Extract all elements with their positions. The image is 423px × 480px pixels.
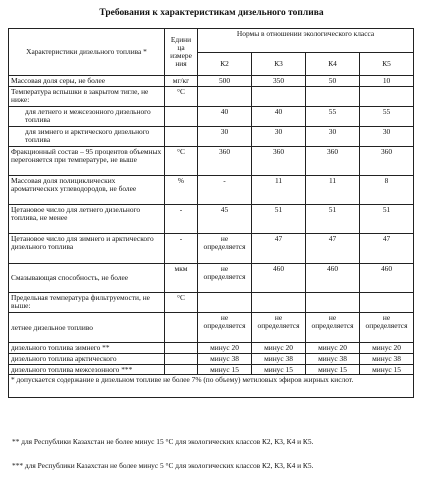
row-value-k3: 51	[252, 205, 306, 234]
requirements-table	[8, 28, 414, 398]
row-value-k3: минус 20	[252, 343, 306, 354]
row-value-k2: минус 15	[198, 364, 252, 375]
table-row	[9, 127, 414, 147]
row-value-k5: не определяется	[360, 313, 414, 343]
row-value-k4: минус 20	[306, 343, 360, 354]
row-value-k2: 360	[198, 147, 252, 176]
row-label: для летнего и межсезонного дизельного топлива	[9, 107, 165, 127]
row-value-k2: не определяется	[198, 264, 252, 293]
row-value-k5: минус 15	[360, 364, 414, 375]
table-row	[9, 313, 414, 343]
row-value-k4	[306, 293, 360, 313]
table-row	[9, 293, 414, 313]
row-value-k2: минус 38	[198, 353, 252, 364]
row-unit	[165, 107, 198, 127]
header-class-k5: К5	[360, 52, 414, 76]
row-value-k3: 350	[252, 76, 306, 87]
row-value-k5: 55	[360, 107, 414, 127]
row-label: дизельного топлива зимнего **	[9, 343, 165, 354]
row-value-k2: 30	[198, 127, 252, 147]
row-unit	[165, 364, 198, 375]
row-value-k5: 30	[360, 127, 414, 147]
table-row	[9, 76, 414, 87]
row-label: Массовая доля серы, не более	[9, 76, 165, 87]
row-value-k3: минус 38	[252, 353, 306, 364]
row-unit	[165, 343, 198, 354]
row-value-k3: 11	[252, 176, 306, 205]
row-value-k3: 360	[252, 147, 306, 176]
row-unit: °C	[165, 147, 198, 176]
row-value-k2: 500	[198, 76, 252, 87]
row-value-k5: 51	[360, 205, 414, 234]
row-value-k4: 460	[306, 264, 360, 293]
header-unit: Едини ца измере ния	[165, 29, 198, 76]
row-value-k5	[360, 293, 414, 313]
page-title: Требования к характеристикам дизельного топлива	[99, 8, 324, 18]
table-row	[9, 343, 414, 354]
row-unit	[165, 313, 198, 343]
footnote-row	[9, 375, 414, 398]
row-value-k5: 47	[360, 234, 414, 264]
table-row	[9, 87, 414, 107]
table-row	[9, 353, 414, 364]
row-value-k2: минус 20	[198, 343, 252, 354]
row-value-k4: 51	[306, 205, 360, 234]
row-value-k3: минус 15	[252, 364, 306, 375]
row-value-k5: минус 38	[360, 353, 414, 364]
header-class-k3: К3	[252, 52, 306, 76]
row-unit: °C	[165, 87, 198, 107]
row-value-k2: 40	[198, 107, 252, 127]
row-value-k2	[198, 87, 252, 107]
row-label: для зимнего и арктического дизельного топлива	[9, 127, 165, 147]
row-value-k2: не определяется	[198, 234, 252, 264]
row-value-k4: минус 15	[306, 364, 360, 375]
row-label: Цетановое число для летнего дизельного топлива, не менее	[9, 205, 165, 234]
table-row	[9, 364, 414, 375]
row-value-k3: 40	[252, 107, 306, 127]
header-row	[9, 29, 414, 53]
table-row	[9, 234, 414, 264]
row-value-k5: 360	[360, 147, 414, 176]
table-row	[9, 107, 414, 127]
row-value-k3: 460	[252, 264, 306, 293]
row-label: Фракционный состав – 95 процентов объемных перегоняется при температуре, не выше	[9, 147, 165, 176]
row-value-k3	[252, 87, 306, 107]
row-unit	[165, 127, 198, 147]
row-unit: -	[165, 234, 198, 264]
row-unit	[165, 353, 198, 364]
row-value-k4: 360	[306, 147, 360, 176]
row-unit: -	[165, 205, 198, 234]
row-label: Смазывающая способность, не более	[9, 264, 165, 293]
table-row	[9, 147, 414, 176]
row-value-k5: 10	[360, 76, 414, 87]
table-row	[9, 205, 414, 234]
header-class-k2: К2	[198, 52, 252, 76]
row-value-k2	[198, 293, 252, 313]
row-value-k4: 11	[306, 176, 360, 205]
row-label: дизельного топлива межсезонного ***	[9, 364, 165, 375]
row-value-k4: 30	[306, 127, 360, 147]
table-footnote: * допускается содержание в дизельном топливе не более 7% (по объему) метиловых эфиров жирных кислот.	[9, 375, 414, 398]
header-norms: Нормы в отношении экологического класса	[198, 29, 414, 53]
row-value-k3: не определяется	[252, 313, 306, 343]
row-value-k4: минус 38	[306, 353, 360, 364]
row-value-k5	[360, 87, 414, 107]
row-value-k3	[252, 293, 306, 313]
row-unit: мг/кг	[165, 76, 198, 87]
row-label: Массовая доля полициклических ароматических углеводородов, не более	[9, 176, 165, 205]
table-row	[9, 264, 414, 293]
row-value-k4	[306, 87, 360, 107]
row-value-k5: 8	[360, 176, 414, 205]
row-value-k4: не определяется	[306, 313, 360, 343]
row-label: Предельная температура фильтруемости, не выше:	[9, 293, 165, 313]
row-label: летнее дизельное топливо	[9, 313, 165, 343]
footnote-triple-star: *** для Республики Казахстан не более минус 5 °C для экологических классов К2, К3, К4 и К5.	[12, 461, 314, 470]
row-value-k5: 460	[360, 264, 414, 293]
row-label: Температура вспышки в закрытом тигле, не ниже:	[9, 87, 165, 107]
row-value-k2: -	[198, 176, 252, 205]
row-value-k3: 47	[252, 234, 306, 264]
row-label: дизельного топлива арктического	[9, 353, 165, 364]
row-value-k2: не определяется	[198, 313, 252, 343]
row-value-k4: 50	[306, 76, 360, 87]
row-value-k4: 55	[306, 107, 360, 127]
row-unit: °C	[165, 293, 198, 313]
footnote-double-star: ** для Республики Казахстан не более минус 15 °C для экологических классов К2, К3, К4 и К5.	[12, 437, 314, 446]
row-value-k3: 30	[252, 127, 306, 147]
header-characteristics: Характеристики дизельного топлива *	[9, 29, 165, 76]
row-unit: %	[165, 176, 198, 205]
row-unit: мкм	[165, 264, 198, 293]
row-value-k2: 45	[198, 205, 252, 234]
row-value-k4: 47	[306, 234, 360, 264]
row-value-k5: минус 20	[360, 343, 414, 354]
header-class-k4: К4	[306, 52, 360, 76]
row-label: Цетановое число для зимнего и арктического дизельного топлива	[9, 234, 165, 264]
table-row	[9, 176, 414, 205]
